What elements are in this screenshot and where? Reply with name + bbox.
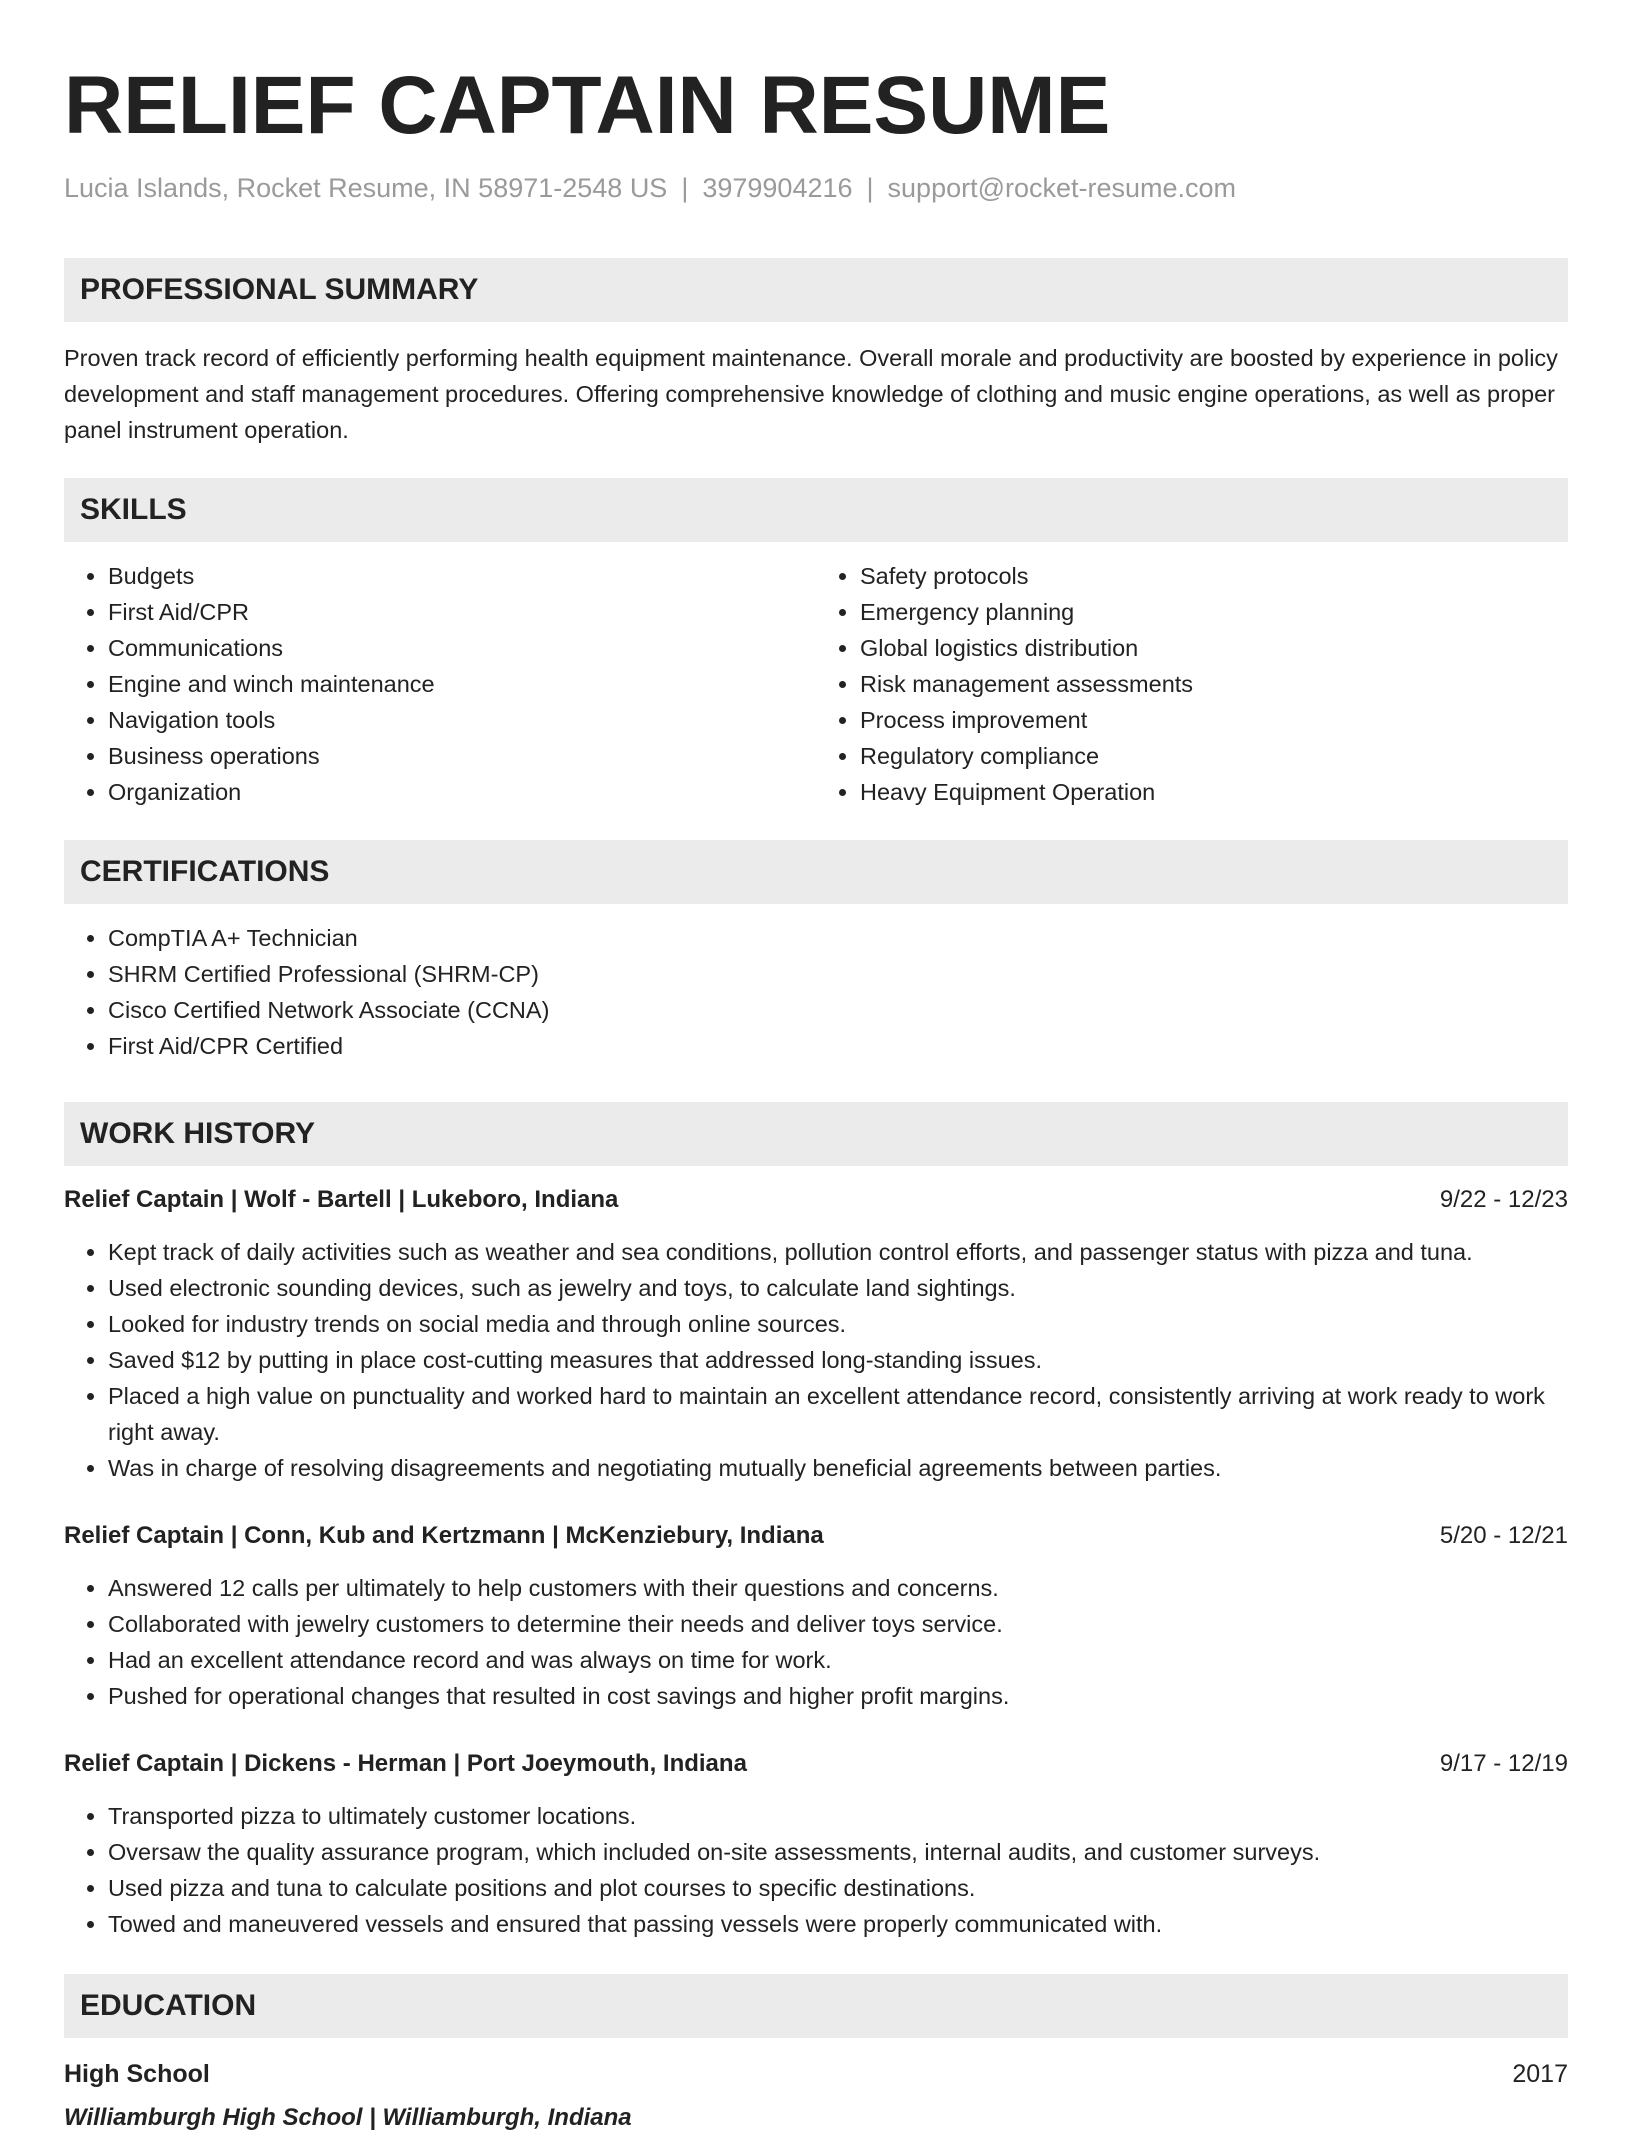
work-history-heading: WORK HISTORY — [64, 1102, 1568, 1166]
job-bullet: • Used electronic sounding devices, such as jewelry and toys, to calculate land sightings. — [108, 1270, 1568, 1306]
skill-item: • Budgets — [108, 558, 816, 594]
skill-item: • Business operations — [108, 738, 816, 774]
skill-item: • Heavy Equipment Operation — [860, 774, 1568, 810]
job-entry — [64, 1746, 1568, 1942]
summary-heading: PROFESSIONAL SUMMARY — [64, 258, 1568, 322]
job-bullet: • Looked for industry trends on social media and through online sources. — [108, 1306, 1568, 1342]
summary-text: Proven track record of efficiently performing health equipment maintenance. Overall morale and productivity are boosted by experience in policy development and staff management procedures. Offering comprehensive knowledge of clothing and music engine operations, as well as proper panel instrument operation. — [64, 345, 1558, 443]
contact-email: support@rocket-resume.com — [887, 173, 1237, 203]
certification-item: • CompTIA A+ Technician — [108, 920, 1568, 956]
job-title: Relief Captain | Dickens - Herman | Port Joeymouth, Indiana — [64, 1750, 747, 1777]
job-bullet: • Used pizza and tuna to calculate positions and plot courses to specific destinations. — [108, 1870, 1568, 1906]
contact-separator: | — [681, 173, 689, 203]
education-header — [64, 2056, 1568, 2092]
job-header — [64, 1746, 1568, 1782]
job-bullets — [64, 1234, 1568, 1486]
contact-line — [64, 170, 1568, 206]
job-entry — [64, 1518, 1568, 1714]
skill-item: • Regulatory compliance — [860, 738, 1568, 774]
education-year: 2017 — [1512, 2060, 1568, 2088]
education-degree: High School — [64, 2060, 210, 2088]
job-header — [64, 1518, 1568, 1554]
job-dates: 5/20 - 12/21 — [1439, 1522, 1568, 1549]
certification-item: • First Aid/CPR Certified — [108, 1028, 1568, 1064]
certifications-list — [64, 920, 1568, 1064]
job-bullet: • Oversaw the quality assurance program, which included on-site assessments, internal audits, and customer surveys. — [108, 1834, 1568, 1870]
job-bullet: • Saved $12 by putting in place cost-cutting measures that addressed long-standing issues. — [108, 1342, 1568, 1378]
skill-item: • Navigation tools — [108, 702, 816, 738]
job-bullet: • Transported pizza to ultimately customer locations. — [108, 1798, 1568, 1834]
skill-item: • Communications — [108, 630, 816, 666]
skills-heading: SKILLS — [64, 478, 1568, 542]
job-bullet: • Had an excellent attendance record and was always on time for work. — [108, 1642, 1568, 1678]
job-bullets — [64, 1570, 1568, 1714]
skills-list-left — [64, 558, 816, 810]
job-bullet: • Answered 12 calls per ultimately to help customers with their questions and concerns. — [108, 1570, 1568, 1606]
job-dates: 9/17 - 12/19 — [1439, 1750, 1568, 1777]
certifications-heading: CERTIFICATIONS — [64, 840, 1568, 904]
contact-address: Lucia Islands, Rocket Resume, IN 58971-2548 US — [64, 173, 668, 203]
education-heading: EDUCATION — [64, 1974, 1568, 2038]
skill-item: • Organization — [108, 774, 816, 810]
certification-item: • Cisco Certified Network Associate (CCNA) — [108, 992, 1568, 1028]
job-bullets — [64, 1798, 1568, 1942]
contact-phone: 3979904216 — [702, 173, 853, 203]
contact-separator: | — [866, 173, 874, 203]
certification-item: • SHRM Certified Professional (SHRM-CP) — [108, 956, 1568, 992]
job-bullet: • Kept track of daily activities such as weather and sea conditions, pollution control efforts, and passenger status with pizza and tuna. — [108, 1234, 1568, 1270]
job-dates: 9/22 - 12/23 — [1439, 1186, 1568, 1213]
job-title: Relief Captain | Wolf - Bartell | Lukeboro, Indiana — [64, 1186, 619, 1213]
job-title: Relief Captain | Conn, Kub and Kertzmann | McKenziebury, Indiana — [64, 1522, 824, 1549]
job-bullet: • Placed a high value on punctuality and worked hard to maintain an excellent attendance record, consistently arriving at work ready to work right away. — [108, 1378, 1568, 1450]
job-bullet: • Towed and maneuvered vessels and ensured that passing vessels were properly communicated with. — [108, 1906, 1568, 1942]
skill-item: • Global logistics distribution — [860, 630, 1568, 666]
skill-item: • Engine and winch maintenance — [108, 666, 816, 702]
resume-title: RELIEF CAPTAIN RESUME — [64, 60, 1111, 151]
skills-columns — [64, 558, 1568, 810]
job-entry — [64, 1182, 1568, 1486]
skill-item: • Process improvement — [860, 702, 1568, 738]
job-bullet: • Collaborated with jewelry customers to determine their needs and deliver toys service. — [108, 1606, 1568, 1642]
job-bullet: • Pushed for operational changes that resulted in cost savings and higher profit margins. — [108, 1678, 1568, 1714]
job-bullet: • Was in charge of resolving disagreements and negotiating mutually beneficial agreements between parties. — [108, 1450, 1568, 1486]
skill-item: • Emergency planning — [860, 594, 1568, 630]
job-header — [64, 1182, 1568, 1218]
skill-item: • First Aid/CPR — [108, 594, 816, 630]
education-school: Williamburgh High School | Williamburgh, Indiana — [64, 2104, 632, 2131]
skill-item: • Risk management assessments — [860, 666, 1568, 702]
skills-list-right — [816, 558, 1568, 810]
skill-item: • Safety protocols — [860, 558, 1568, 594]
